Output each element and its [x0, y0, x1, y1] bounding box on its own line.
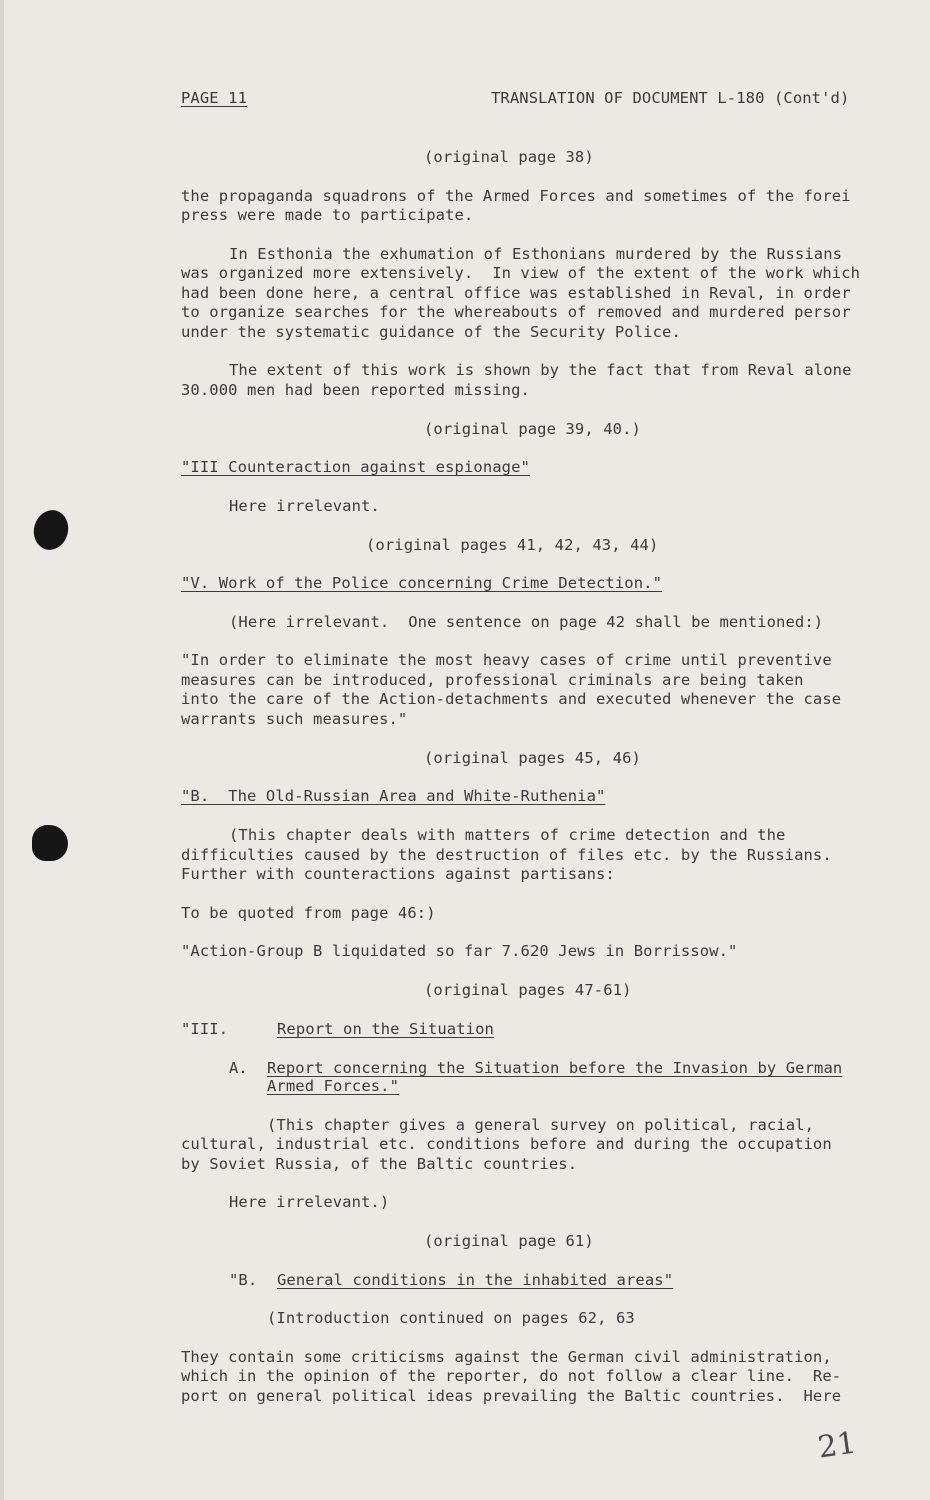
paragraph-4-line-1: (This chapter deals with matters of crime detection and the	[229, 826, 786, 844]
page-ref-45-46: (original pages 45, 46)	[424, 749, 641, 767]
heading-situation-before-invasion-2: Armed Forces."	[267, 1077, 400, 1095]
paragraph-2-line-5: under the systematic guidance of the Security Police.	[181, 323, 681, 341]
paragraph-4-line-3: Further with counteractions against partisans:	[181, 865, 615, 883]
paragraph-1-line-2: press were made to participate.	[181, 206, 474, 224]
heading-crime-detection: "V. Work of the Police concerning Crime Detection."	[181, 574, 663, 592]
page-ref-47-61: (original pages 47-61)	[424, 981, 632, 999]
punch-hole-bottom	[32, 825, 68, 861]
document-title: TRANSLATION OF DOCUMENT L-180 (Cont'd)	[491, 89, 850, 107]
here-irrelevant-3: Here irrelevant.)	[229, 1193, 390, 1211]
paragraph-3-line-2: 30.000 men had been reported missing.	[181, 381, 530, 399]
punch-hole-top	[29, 506, 72, 553]
introduction-continued: (Introduction continued on pages 62, 63	[267, 1309, 635, 1327]
paragraph-3-line-1: The extent of this work is shown by the fact that from Reval alone	[229, 361, 852, 379]
section-3-number: "III.	[181, 1020, 229, 1038]
here-irrelevant-1: Here irrelevant.	[229, 497, 380, 515]
paragraph-6-line-3: port on general political ideas prevailing the Baltic countries. Here	[181, 1387, 842, 1405]
here-irrelevant-2: (Here irrelevant. One sentence on page 42 shall be mentioned:)	[229, 613, 824, 631]
paragraph-6-line-1: They contain some criticisms against the German civil administration,	[181, 1348, 832, 1366]
page-ref-39-40: (original page 39, 40.)	[424, 420, 641, 438]
paragraph-2-line-1: In Esthonia the exhumation of Esthonians murdered by the Russians	[229, 245, 843, 263]
heading-report-situation: Report on the Situation	[277, 1020, 494, 1038]
paragraph-2-line-4: to organize searches for the whereabouts of removed and murdered persor	[181, 303, 851, 321]
paragraph-2-line-2: was organized more extensively. In view of the extent of the work which	[181, 264, 861, 282]
left-edge-shadow	[0, 0, 4, 1500]
quote-2: "Action-Group B liquidated so far 7.620 Jews in Borrissow."	[181, 942, 738, 960]
page-number: PAGE 11	[181, 89, 248, 107]
heading-general-conditions: General conditions in the inhabited areas"	[277, 1271, 674, 1289]
quote-1-line-3: into the care of the Action-detachments and executed whenever the case	[181, 690, 842, 708]
paragraph-4-line-2: difficulties caused by the destruction of files etc. by the Russians.	[181, 846, 832, 864]
handwritten-page-number: 21	[815, 1425, 859, 1466]
paragraph-1-line-1: the propaganda squadrons of the Armed Forces and sometimes of the forei	[181, 187, 851, 205]
page-ref-41-44: (original pages 41, 42, 43, 44)	[366, 536, 659, 554]
paragraph-5-line-3: by Soviet Russia, of the Baltic countries.	[181, 1155, 578, 1173]
quote-1-line-1: "In order to eliminate the most heavy cases of crime until preventive	[181, 651, 832, 669]
paragraph-2-line-3: had been done here, a central office was established in Reval, in order	[181, 284, 851, 302]
heading-old-russian-area: "B. The Old-Russian Area and White-Ruthenia"	[181, 787, 606, 805]
to-be-quoted: To be quoted from page 46:)	[181, 904, 436, 922]
subsection-a-letter: A.	[229, 1059, 248, 1077]
heading-situation-before-invasion-1: Report concerning the Situation before the Invasion by German	[267, 1059, 843, 1077]
quote-1-line-2: measures can be introduced, professional criminals are being taken	[181, 671, 804, 689]
quote-1-line-4: warrants such measures."	[181, 710, 408, 728]
page-ref-38: (original page 38)	[424, 148, 594, 166]
page-ref-61: (original page 61)	[424, 1232, 594, 1250]
paragraph-6-line-2: which in the opinion of the reporter, do not follow a clear line. Re-	[181, 1367, 842, 1385]
paragraph-5-line-1: (This chapter gives a general survey on political, racial,	[267, 1116, 815, 1134]
heading-counteraction-espionage: "III Counteraction against espionage"	[181, 458, 530, 476]
paragraph-5-line-2: cultural, industrial etc. conditions before and during the occupation	[181, 1135, 832, 1153]
subsection-b-letter: "B.	[229, 1271, 258, 1289]
